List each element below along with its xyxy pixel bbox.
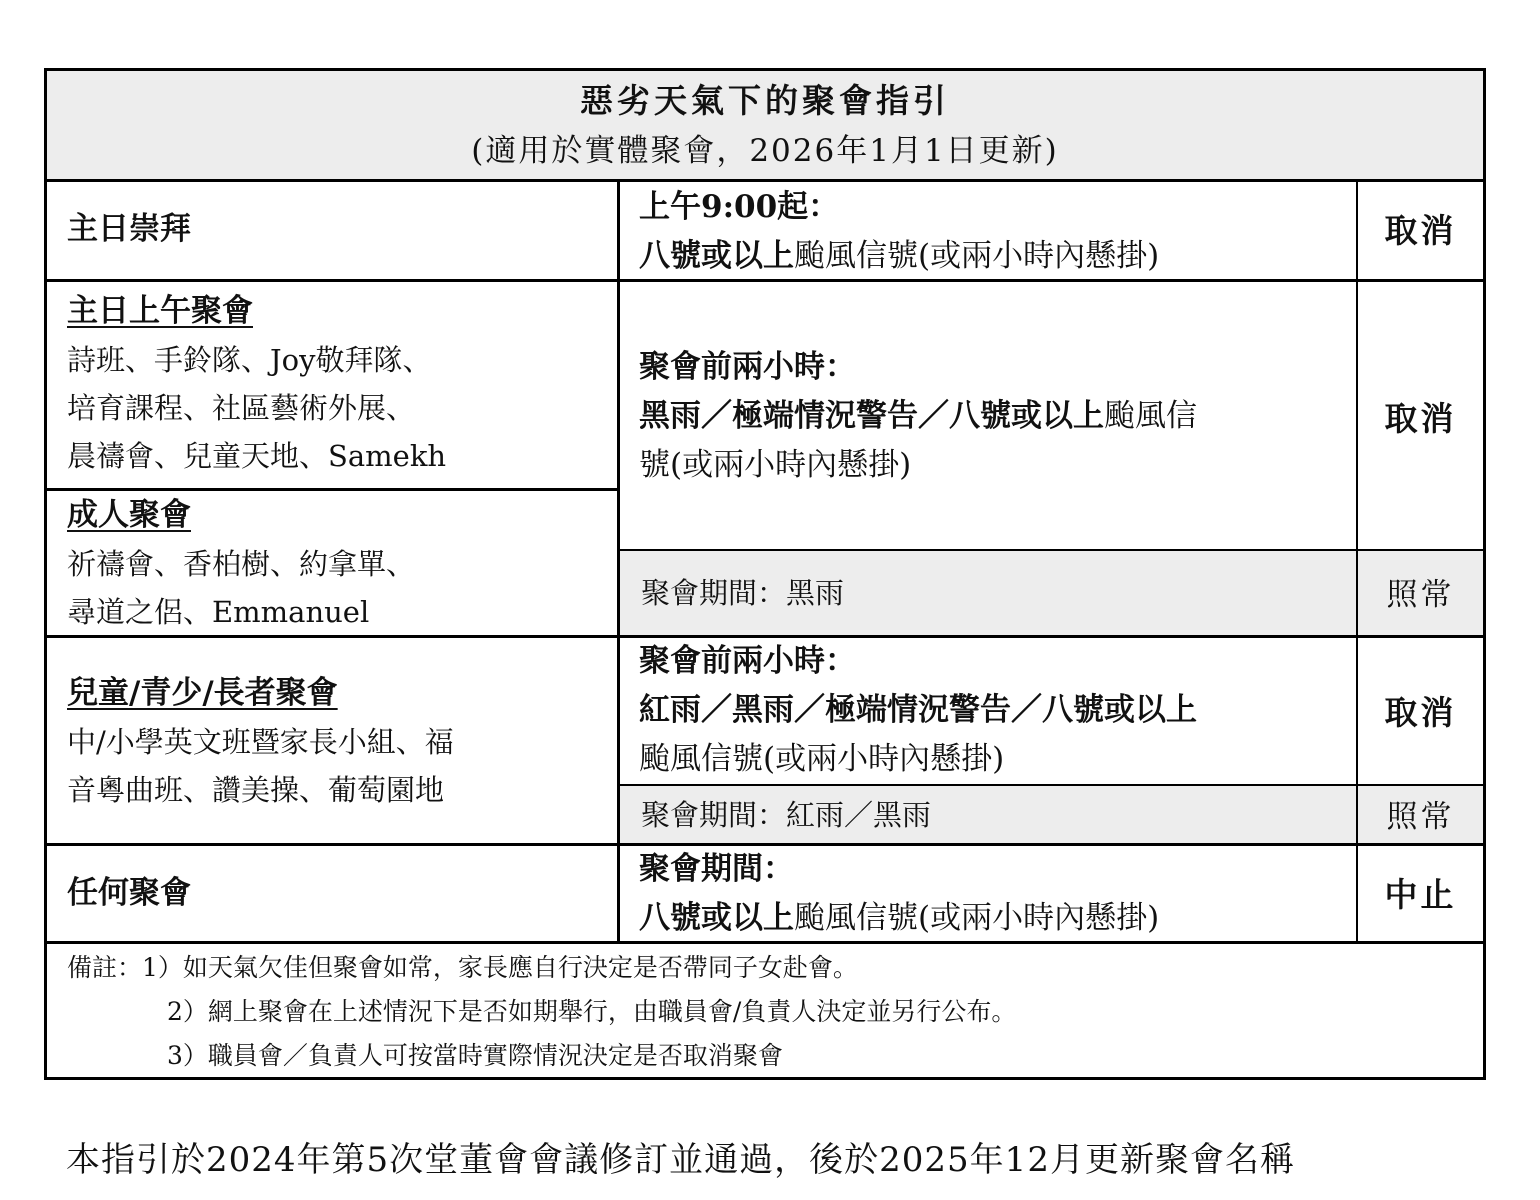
- note-item: 1）如天氣欠佳但聚會如常，家長應自行決定是否帶同子女赴會。: [142, 953, 858, 982]
- group-line: 祈禱會、香柏樹、約拿單、: [67, 547, 416, 581]
- condition-rest-line: 號(或兩小時內懸掛): [639, 447, 912, 483]
- during-condition: 聚會期間：黑雨: [641, 576, 845, 610]
- action-cancel: 取消: [1384, 211, 1457, 250]
- condition-rest: 颱風信: [1104, 398, 1197, 434]
- group-sunday-morning: [67, 287, 617, 480]
- group-adult: [67, 491, 617, 636]
- note-item: 3）職員會／負責人可按當時實際情況決定是否取消聚會: [167, 1041, 783, 1070]
- group-line: 音粵曲班、讚美操、葡萄園地: [67, 773, 445, 807]
- group-title: 主日上午聚會: [67, 293, 253, 329]
- condition-any: [639, 845, 1374, 943]
- condition-youth: [639, 637, 1369, 784]
- notes: [67, 946, 1467, 1078]
- condition-rest: 颱風信號(或兩小時內懸掛): [794, 238, 1160, 274]
- condition-head: 聚會前兩小時：: [639, 643, 856, 679]
- action-cancel: 取消: [1384, 399, 1457, 438]
- guideline-table: [44, 68, 1486, 1080]
- during-row-black-rain: [620, 551, 1483, 636]
- condition-rest: 颱風信號(或兩小時內懸掛): [639, 741, 1005, 777]
- condition-head: 上午9:00起：: [639, 189, 840, 225]
- group-title: 成人聚會: [67, 497, 191, 533]
- group-line: 尋道之侶、Emmanuel: [67, 595, 370, 629]
- group-line: 晨禱會、兒童天地、Samekh: [67, 439, 447, 473]
- condition-head: 聚會期間：: [639, 851, 794, 887]
- condition-body: [639, 232, 1374, 281]
- column-divider: [1356, 179, 1358, 944]
- action-stop: 中止: [1384, 875, 1457, 914]
- divider: [619, 784, 1483, 786]
- divider: [47, 941, 1483, 944]
- condition-bold: 八號或以上: [639, 238, 794, 274]
- page-subtitle: (適用於實體聚會，2026年1月1日更新): [471, 133, 1059, 169]
- condition-bold: 紅雨／黑雨／極端情況警告／八號或以上: [639, 692, 1197, 728]
- divider: [619, 549, 1483, 551]
- column-divider: [617, 179, 620, 944]
- condition-bold: 黑雨／極端情況警告／八號或以上: [639, 398, 1104, 434]
- action-as-usual: 照常: [1386, 577, 1455, 613]
- condition-sunday-morning: [639, 343, 1369, 490]
- during-row-red-black-rain: [620, 786, 1483, 844]
- divider: [47, 279, 1483, 282]
- note-line: [67, 990, 1467, 1034]
- condition-body: [639, 392, 1369, 441]
- group-line: 中/小學英文班暨家長小組、福: [67, 725, 454, 759]
- page-title: 惡劣天氣下的聚會指引: [580, 81, 950, 120]
- row-label-any-gathering: 任何聚會: [67, 875, 191, 911]
- group-youth: [67, 669, 617, 814]
- action-as-usual: 照常: [1386, 799, 1455, 835]
- condition-bold: 八號或以上: [639, 900, 794, 936]
- divider: [47, 179, 1483, 182]
- note-line: [67, 1034, 1467, 1078]
- group-title: 兒童/青少/長者聚會: [67, 675, 338, 711]
- footer-note: 本指引於2024年第5次堂董會會議修訂並通過，後於2025年12月更新聚會名稱: [66, 1140, 1295, 1180]
- table-header: [47, 71, 1483, 179]
- action-cancel: 取消: [1384, 693, 1457, 732]
- note-line: [67, 946, 1467, 990]
- note-item: 2）網上聚會在上述情況下是否如期舉行，由職員會/負責人決定並另行公布。: [167, 997, 1017, 1026]
- condition-body: [639, 894, 1374, 943]
- condition-rest: 颱風信號(或兩小時內懸掛): [794, 900, 1160, 936]
- during-condition: 聚會期間：紅雨／黑雨: [641, 798, 932, 832]
- condition-head: 聚會前兩小時：: [639, 349, 856, 385]
- group-line: 詩班、手鈴隊、Joy敬拜隊、: [67, 343, 432, 377]
- condition-sunday-worship: [639, 183, 1374, 281]
- notes-label: 備註：: [67, 953, 143, 982]
- row-label-sunday-worship: 主日崇拜: [67, 211, 191, 247]
- group-line: 培育課程、社區藝術外展、: [67, 391, 416, 425]
